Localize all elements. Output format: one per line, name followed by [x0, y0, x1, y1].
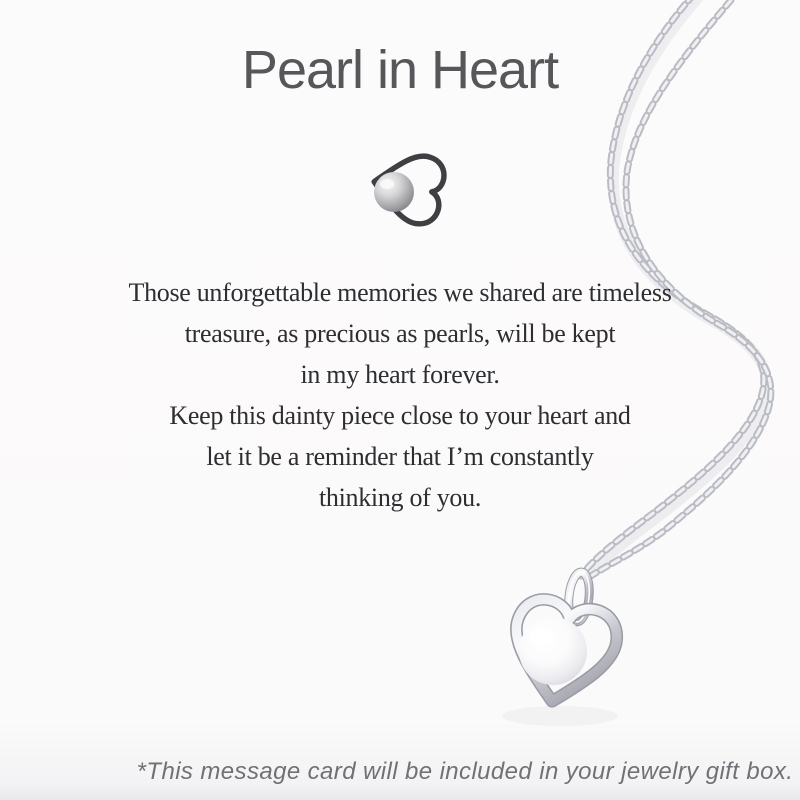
footnote: *This message card will be included in your jewelry gift box. [136, 758, 794, 785]
message-line: Those unforgettable memories we shared are timeless [128, 278, 672, 307]
message-text [0, 272, 800, 518]
pearl-highlight [380, 179, 394, 189]
message-line: let it be a reminder that I’m constantly [206, 442, 594, 471]
pearl-icon [374, 172, 414, 212]
message-line: Keep this dainty piece close to your heart and [169, 401, 631, 430]
card-title: Pearl in Heart [241, 40, 559, 100]
message-line: thinking of you. [318, 483, 482, 512]
message-line: treasure, as precious as pearls, will be kept [184, 319, 616, 348]
pearl-in-heart-icon [358, 136, 462, 240]
pendant-pearl [519, 617, 587, 685]
message-line: in my heart forever. [300, 360, 500, 389]
pendant-shadow [502, 706, 618, 726]
